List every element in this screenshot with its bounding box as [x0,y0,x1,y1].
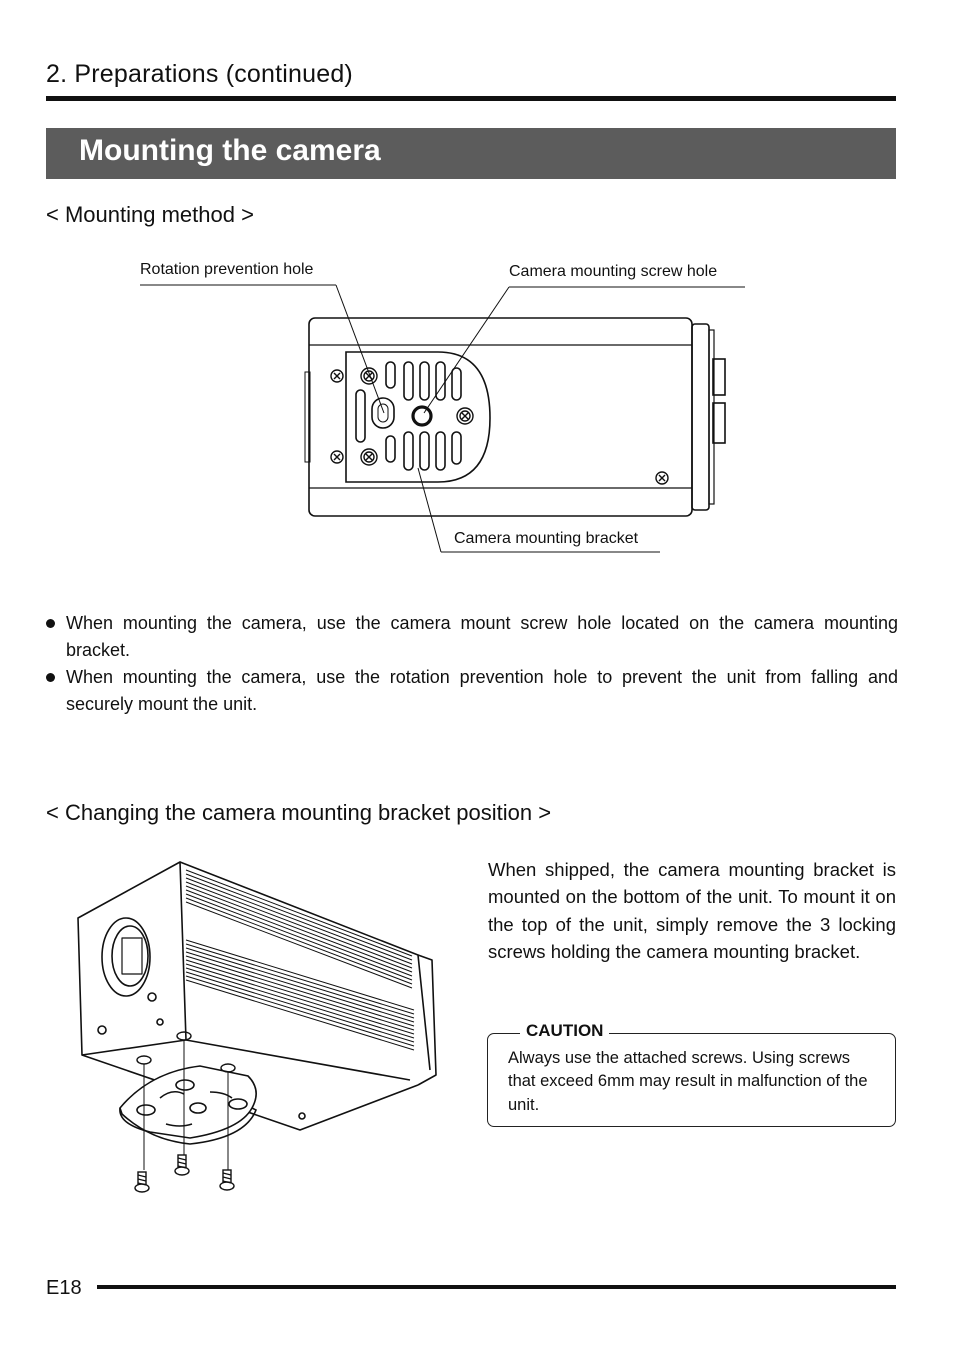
bullet-text: When mounting the camera, use the camera mount screw hole located on the camera mounting bracket. [66,613,898,660]
page-number: E18 [46,1277,82,1299]
bracket-callout: Camera mounting bracket [454,530,639,547]
mounting-method-heading: < Mounting method > [46,202,254,227]
rotation-hole-callout: Rotation prevention hole [140,261,314,278]
bracket-position-text: When shipped, the camera mounting bracket is mounted on the bottom of the unit. To mount it on the top of the unit, simply remove the 3 locking screws holding the camera mounting bracket. [488,859,896,962]
bullet-text: When mounting the camera, use the rotation prevention hole to prevent the unit from falling and securely mount the unit. [66,667,898,714]
bullet-item [46,664,898,718]
camera-bottom-diagram [0,0,954,600]
title-bar [46,128,896,179]
page-title: Mounting the camera [79,134,381,167]
bullet-item [46,610,898,664]
header-rule [46,96,896,101]
bullet-dot [46,619,55,628]
bracket-position-heading: < Changing the camera mounting bracket position > [46,800,552,825]
caution-text: Always use the attached screws. Using screws that exceed 6mm may result in malfunction of the unit. [508,1049,868,1114]
bullet-dot [46,673,55,682]
mounting-bullets [46,610,898,718]
caution-label: CAUTION [520,1021,609,1041]
footer-rule [97,1285,896,1289]
screw-hole-callout: Camera mounting screw hole [509,263,718,280]
section-header: 2. Preparations (continued) [46,60,353,88]
